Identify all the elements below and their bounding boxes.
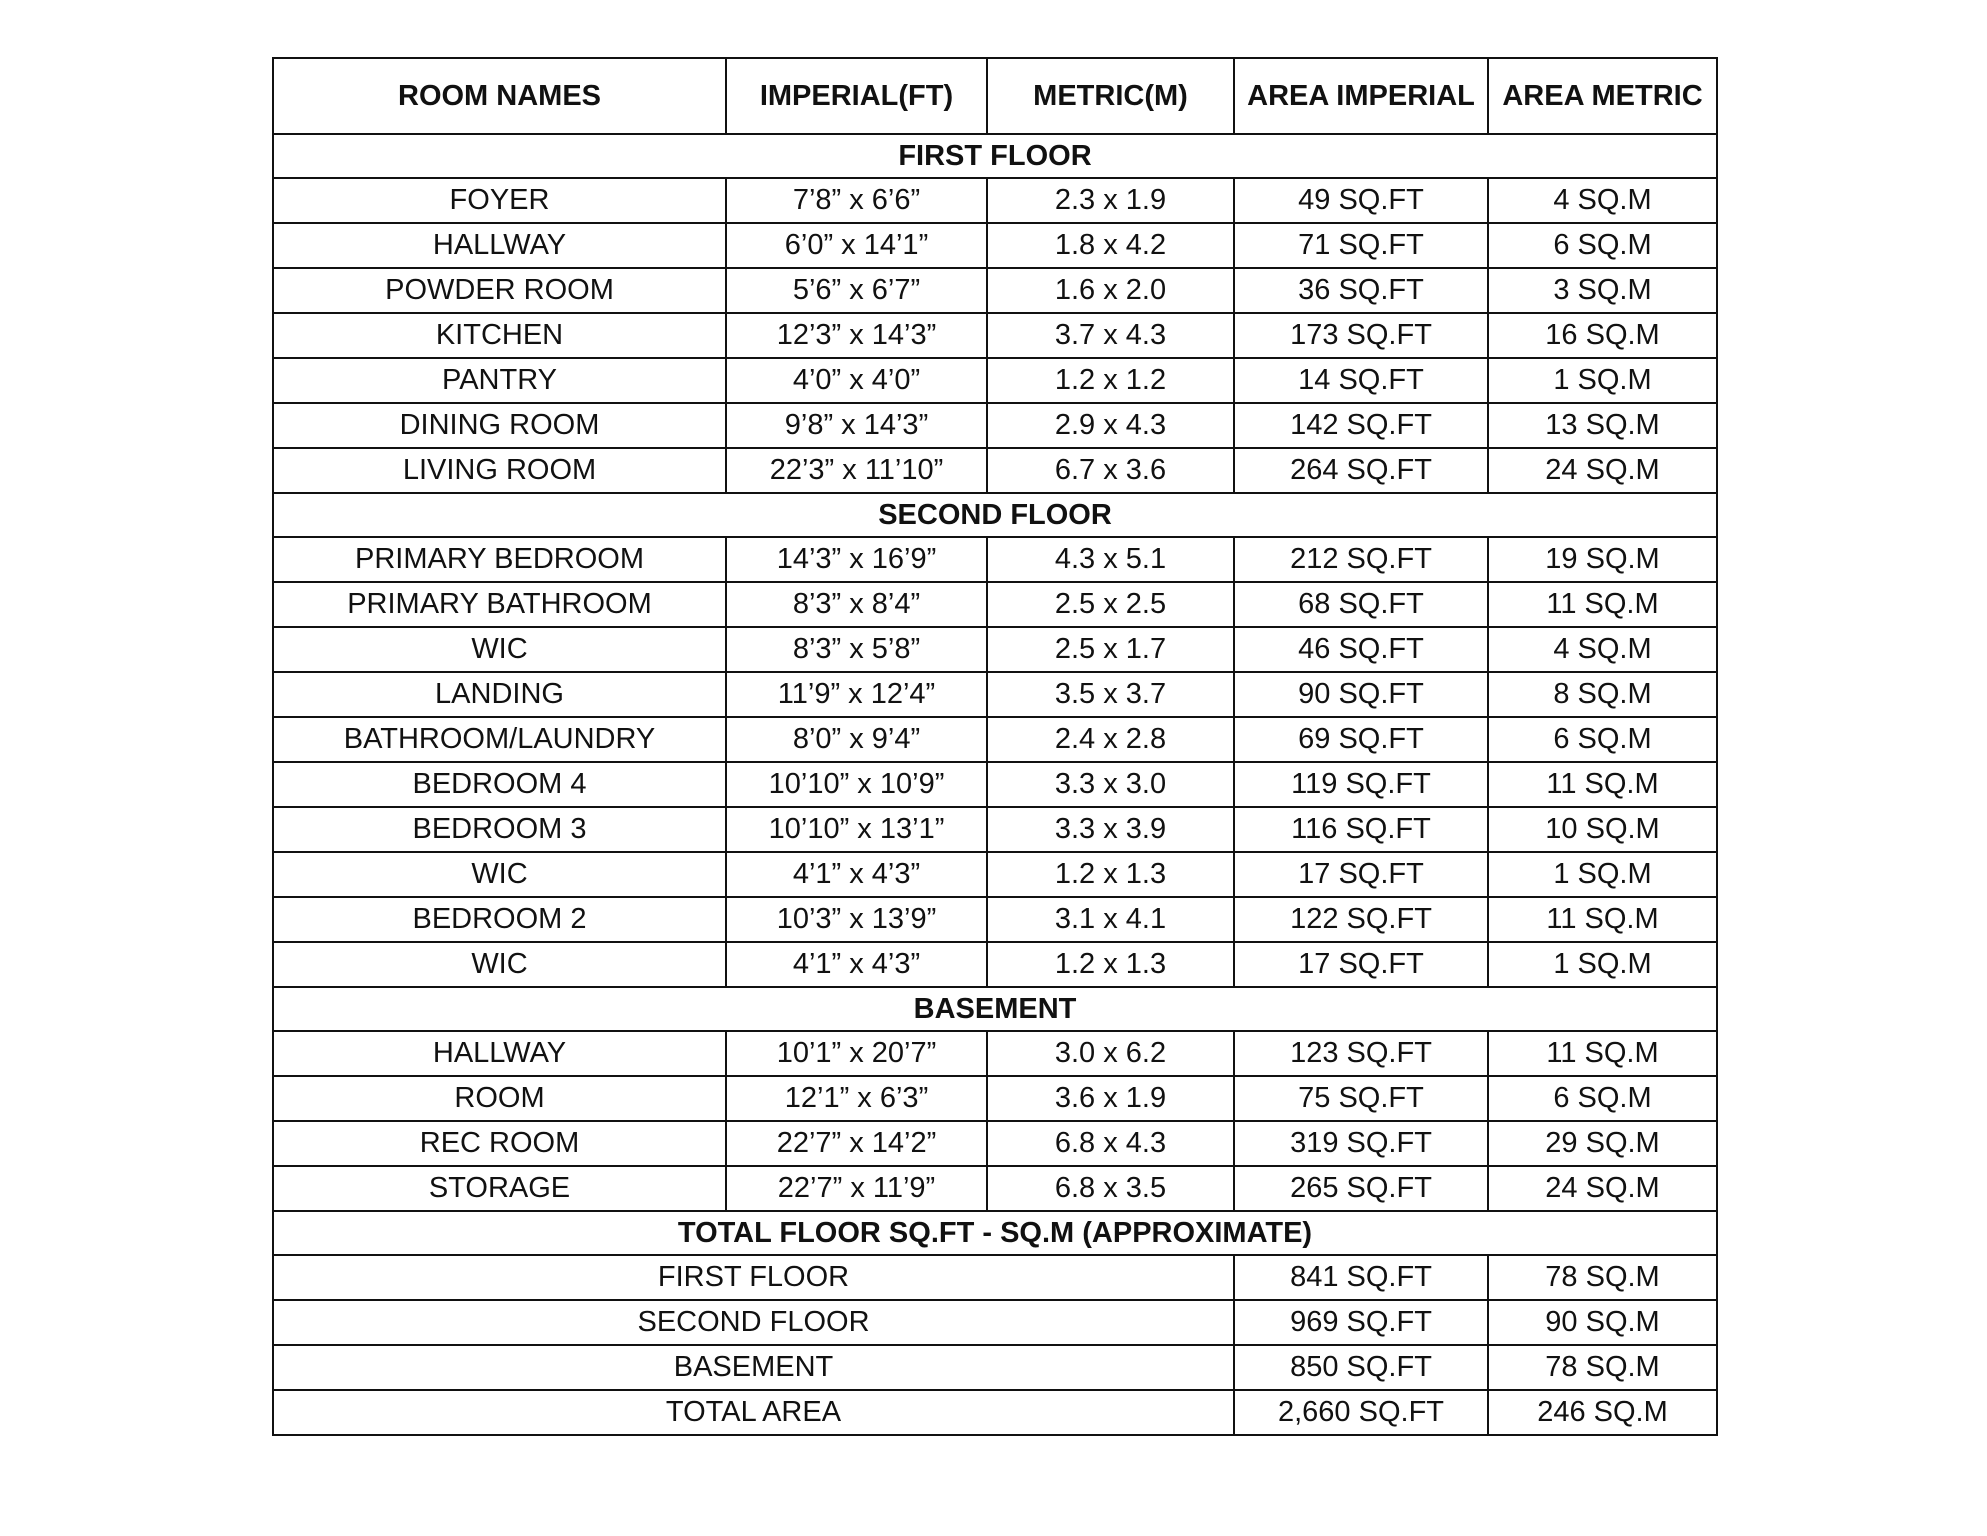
imperial-dimensions-cell: 14’3” x 16’9” — [726, 537, 987, 582]
area-imperial-cell: 68 SQ.FT — [1234, 582, 1488, 627]
table-row — [273, 313, 1717, 358]
section-title: SECOND FLOOR — [273, 493, 1717, 537]
area-metric-cell: 6 SQ.M — [1488, 1076, 1717, 1121]
metric-dimensions-cell: 3.1 x 4.1 — [987, 897, 1234, 942]
table-row — [273, 942, 1717, 987]
room-name-cell: WIC — [273, 627, 726, 672]
area-metric-cell: 1 SQ.M — [1488, 852, 1717, 897]
imperial-dimensions-cell: 4’0” x 4’0” — [726, 358, 987, 403]
area-metric-cell: 8 SQ.M — [1488, 672, 1717, 717]
room-dimensions-table — [272, 57, 1718, 1436]
imperial-dimensions-cell: 12’3” x 14’3” — [726, 313, 987, 358]
totals-row — [273, 1255, 1717, 1300]
area-imperial-cell: 75 SQ.FT — [1234, 1076, 1488, 1121]
metric-dimensions-cell: 1.2 x 1.3 — [987, 942, 1234, 987]
total-area-metric-cell: 78 SQ.M — [1488, 1255, 1717, 1300]
header-area-imperial: AREA IMPERIAL — [1234, 58, 1488, 134]
imperial-dimensions-cell: 10’1” x 20’7” — [726, 1031, 987, 1076]
room-name-cell: WIC — [273, 852, 726, 897]
metric-dimensions-cell: 6.8 x 3.5 — [987, 1166, 1234, 1211]
total-area-imperial-cell: 2,660 SQ.FT — [1234, 1390, 1488, 1435]
total-area-metric-cell: 246 SQ.M — [1488, 1390, 1717, 1435]
table-body — [273, 134, 1717, 1435]
room-name-cell: HALLWAY — [273, 223, 726, 268]
area-imperial-cell: 123 SQ.FT — [1234, 1031, 1488, 1076]
metric-dimensions-cell: 3.3 x 3.9 — [987, 807, 1234, 852]
area-imperial-cell: 36 SQ.FT — [1234, 268, 1488, 313]
area-metric-cell: 10 SQ.M — [1488, 807, 1717, 852]
section-heading-row — [273, 493, 1717, 537]
area-metric-cell: 11 SQ.M — [1488, 1031, 1717, 1076]
metric-dimensions-cell: 3.7 x 4.3 — [987, 313, 1234, 358]
area-metric-cell: 19 SQ.M — [1488, 537, 1717, 582]
total-area-imperial-cell: 850 SQ.FT — [1234, 1345, 1488, 1390]
area-metric-cell: 6 SQ.M — [1488, 717, 1717, 762]
room-name-cell: BEDROOM 3 — [273, 807, 726, 852]
room-name-cell: DINING ROOM — [273, 403, 726, 448]
table-row — [273, 403, 1717, 448]
table-row — [273, 448, 1717, 493]
room-name-cell: LIVING ROOM — [273, 448, 726, 493]
area-imperial-cell: 90 SQ.FT — [1234, 672, 1488, 717]
room-name-cell: BEDROOM 4 — [273, 762, 726, 807]
area-metric-cell: 11 SQ.M — [1488, 897, 1717, 942]
area-imperial-cell: 116 SQ.FT — [1234, 807, 1488, 852]
table-row — [273, 762, 1717, 807]
imperial-dimensions-cell: 4’1” x 4’3” — [726, 852, 987, 897]
room-name-cell: KITCHEN — [273, 313, 726, 358]
room-name-cell: PRIMARY BEDROOM — [273, 537, 726, 582]
area-metric-cell: 24 SQ.M — [1488, 1166, 1717, 1211]
room-name-cell: FOYER — [273, 178, 726, 223]
area-metric-cell: 11 SQ.M — [1488, 762, 1717, 807]
imperial-dimensions-cell: 6’0” x 14’1” — [726, 223, 987, 268]
total-label-cell: BASEMENT — [273, 1345, 1234, 1390]
total-area-metric-cell: 78 SQ.M — [1488, 1345, 1717, 1390]
area-imperial-cell: 17 SQ.FT — [1234, 852, 1488, 897]
imperial-dimensions-cell: 11’9” x 12’4” — [726, 672, 987, 717]
table-row — [273, 223, 1717, 268]
imperial-dimensions-cell: 22’3” x 11’10” — [726, 448, 987, 493]
total-area-imperial-cell: 969 SQ.FT — [1234, 1300, 1488, 1345]
total-label-cell: SECOND FLOOR — [273, 1300, 1234, 1345]
metric-dimensions-cell: 6.8 x 4.3 — [987, 1121, 1234, 1166]
section-heading-row — [273, 987, 1717, 1031]
metric-dimensions-cell: 2.9 x 4.3 — [987, 403, 1234, 448]
metric-dimensions-cell: 1.8 x 4.2 — [987, 223, 1234, 268]
room-name-cell: LANDING — [273, 672, 726, 717]
metric-dimensions-cell: 1.6 x 2.0 — [987, 268, 1234, 313]
area-imperial-cell: 14 SQ.FT — [1234, 358, 1488, 403]
metric-dimensions-cell: 1.2 x 1.2 — [987, 358, 1234, 403]
section-title: FIRST FLOOR — [273, 134, 1717, 178]
area-metric-cell: 4 SQ.M — [1488, 178, 1717, 223]
area-imperial-cell: 265 SQ.FT — [1234, 1166, 1488, 1211]
metric-dimensions-cell: 6.7 x 3.6 — [987, 448, 1234, 493]
metric-dimensions-cell: 2.3 x 1.9 — [987, 178, 1234, 223]
table-row — [273, 807, 1717, 852]
area-imperial-cell: 212 SQ.FT — [1234, 537, 1488, 582]
table-row — [273, 358, 1717, 403]
area-imperial-cell: 319 SQ.FT — [1234, 1121, 1488, 1166]
metric-dimensions-cell: 3.3 x 3.0 — [987, 762, 1234, 807]
total-area-metric-cell: 90 SQ.M — [1488, 1300, 1717, 1345]
imperial-dimensions-cell: 10’10” x 13’1” — [726, 807, 987, 852]
area-imperial-cell: 173 SQ.FT — [1234, 313, 1488, 358]
metric-dimensions-cell: 3.6 x 1.9 — [987, 1076, 1234, 1121]
metric-dimensions-cell: 2.5 x 2.5 — [987, 582, 1234, 627]
imperial-dimensions-cell: 10’3” x 13’9” — [726, 897, 987, 942]
totals-heading-row — [273, 1211, 1717, 1255]
room-name-cell: REC ROOM — [273, 1121, 726, 1166]
area-imperial-cell: 142 SQ.FT — [1234, 403, 1488, 448]
room-name-cell: BEDROOM 2 — [273, 897, 726, 942]
totals-row — [273, 1390, 1717, 1435]
room-name-cell: BATHROOM/LAUNDRY — [273, 717, 726, 762]
area-imperial-cell: 119 SQ.FT — [1234, 762, 1488, 807]
room-name-cell: PANTRY — [273, 358, 726, 403]
imperial-dimensions-cell: 8’3” x 5’8” — [726, 627, 987, 672]
table-row — [273, 897, 1717, 942]
header-area-metric: AREA METRIC — [1488, 58, 1717, 134]
area-metric-cell: 6 SQ.M — [1488, 223, 1717, 268]
metric-dimensions-cell: 2.5 x 1.7 — [987, 627, 1234, 672]
metric-dimensions-cell: 2.4 x 2.8 — [987, 717, 1234, 762]
totals-row — [273, 1300, 1717, 1345]
totals-title: TOTAL FLOOR SQ.FT - SQ.M (APPROXIMATE) — [273, 1211, 1717, 1255]
area-metric-cell: 16 SQ.M — [1488, 313, 1717, 358]
total-label-cell: TOTAL AREA — [273, 1390, 1234, 1435]
room-name-cell: PRIMARY BATHROOM — [273, 582, 726, 627]
header-metric: METRIC(M) — [987, 58, 1234, 134]
imperial-dimensions-cell: 9’8” x 14’3” — [726, 403, 987, 448]
header-row — [273, 58, 1717, 134]
total-label-cell: FIRST FLOOR — [273, 1255, 1234, 1300]
imperial-dimensions-cell: 8’3” x 8’4” — [726, 582, 987, 627]
imperial-dimensions-cell: 10’10” x 10’9” — [726, 762, 987, 807]
room-name-cell: WIC — [273, 942, 726, 987]
table-row — [273, 178, 1717, 223]
metric-dimensions-cell: 1.2 x 1.3 — [987, 852, 1234, 897]
metric-dimensions-cell: 3.0 x 6.2 — [987, 1031, 1234, 1076]
area-metric-cell: 29 SQ.M — [1488, 1121, 1717, 1166]
table-row — [273, 537, 1717, 582]
imperial-dimensions-cell: 5’6” x 6’7” — [726, 268, 987, 313]
table-row — [273, 268, 1717, 313]
area-imperial-cell: 17 SQ.FT — [1234, 942, 1488, 987]
area-metric-cell: 3 SQ.M — [1488, 268, 1717, 313]
table-row — [273, 852, 1717, 897]
imperial-dimensions-cell: 22’7” x 14’2” — [726, 1121, 987, 1166]
area-imperial-cell: 122 SQ.FT — [1234, 897, 1488, 942]
table-row — [273, 1076, 1717, 1121]
area-imperial-cell: 46 SQ.FT — [1234, 627, 1488, 672]
table-row — [273, 627, 1717, 672]
table-row — [273, 1121, 1717, 1166]
totals-row — [273, 1345, 1717, 1390]
room-name-cell: STORAGE — [273, 1166, 726, 1211]
imperial-dimensions-cell: 7’8” x 6’6” — [726, 178, 987, 223]
area-metric-cell: 4 SQ.M — [1488, 627, 1717, 672]
area-metric-cell: 13 SQ.M — [1488, 403, 1717, 448]
section-heading-row — [273, 134, 1717, 178]
table-row — [273, 672, 1717, 717]
area-imperial-cell: 264 SQ.FT — [1234, 448, 1488, 493]
table-row — [273, 717, 1717, 762]
table-row — [273, 1166, 1717, 1211]
imperial-dimensions-cell: 4’1” x 4’3” — [726, 942, 987, 987]
room-name-cell: POWDER ROOM — [273, 268, 726, 313]
header-imperial: IMPERIAL(FT) — [726, 58, 987, 134]
area-imperial-cell: 71 SQ.FT — [1234, 223, 1488, 268]
area-metric-cell: 1 SQ.M — [1488, 358, 1717, 403]
area-imperial-cell: 69 SQ.FT — [1234, 717, 1488, 762]
section-title: BASEMENT — [273, 987, 1717, 1031]
room-name-cell: ROOM — [273, 1076, 726, 1121]
area-imperial-cell: 49 SQ.FT — [1234, 178, 1488, 223]
room-name-cell: HALLWAY — [273, 1031, 726, 1076]
table-row — [273, 582, 1717, 627]
table-row — [273, 1031, 1717, 1076]
area-metric-cell: 1 SQ.M — [1488, 942, 1717, 987]
area-metric-cell: 24 SQ.M — [1488, 448, 1717, 493]
metric-dimensions-cell: 4.3 x 5.1 — [987, 537, 1234, 582]
imperial-dimensions-cell: 8’0” x 9’4” — [726, 717, 987, 762]
area-metric-cell: 11 SQ.M — [1488, 582, 1717, 627]
imperial-dimensions-cell: 22’7” x 11’9” — [726, 1166, 987, 1211]
total-area-imperial-cell: 841 SQ.FT — [1234, 1255, 1488, 1300]
metric-dimensions-cell: 3.5 x 3.7 — [987, 672, 1234, 717]
imperial-dimensions-cell: 12’1” x 6’3” — [726, 1076, 987, 1121]
header-room-names: ROOM NAMES — [273, 58, 726, 134]
